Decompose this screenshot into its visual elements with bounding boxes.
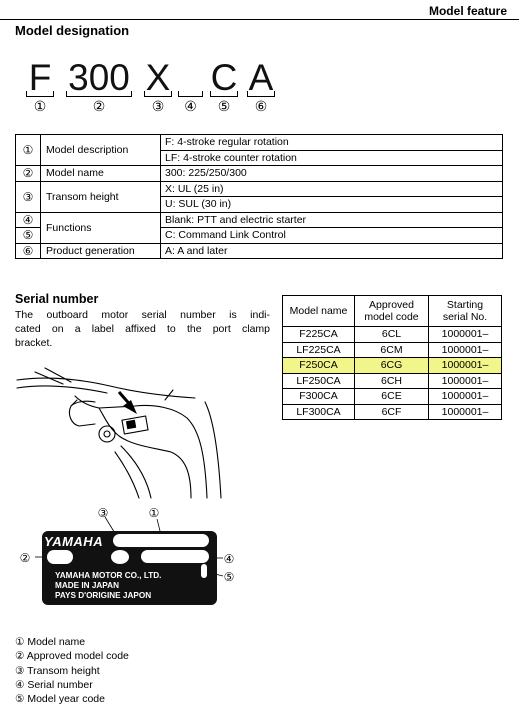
cell-model: F225CA	[283, 327, 355, 343]
row-number: ①	[16, 135, 41, 166]
designation-marker-4: ④	[184, 98, 197, 114]
designation-letter-x: X	[145, 57, 171, 98]
cell-serial: 1000001–	[429, 373, 502, 389]
plate-callout-1: ①	[148, 506, 160, 520]
cell-code: 6CM	[355, 342, 429, 358]
plate-brand-logo: YAMAHA	[44, 534, 104, 549]
plate-text-line: YAMAHA MOTOR CO., LTD.	[55, 571, 162, 580]
cell-model: F300CA	[283, 389, 355, 405]
row-item: Functions	[41, 212, 161, 243]
row-item: Transom height	[41, 181, 161, 212]
header-starting-serial	[429, 296, 502, 327]
header-section-label: Model feature	[428, 4, 507, 18]
header-line: Model name	[289, 304, 348, 317]
table-row	[16, 181, 503, 197]
row-item: Model description	[41, 135, 161, 166]
legend-item: ⑤ Model year code	[15, 693, 105, 706]
cell-serial: 1000001–	[429, 389, 502, 405]
designation-letter-c: C	[210, 57, 238, 98]
cell-model: LF225CA	[283, 342, 355, 358]
row-number: ②	[16, 166, 41, 182]
designation-bracket-4	[178, 91, 203, 97]
header-model-name	[283, 296, 355, 327]
designation-bracket-2	[66, 91, 132, 97]
serial-paragraph-line: cated on a label affixed to the port clamp	[15, 323, 270, 336]
header-rule	[0, 19, 519, 20]
row-value: Blank: PTT and electric starter	[161, 212, 503, 228]
legend-item: ① Model name	[15, 636, 86, 648]
header-approved-code	[355, 296, 429, 327]
cell-code: 6CF	[355, 404, 429, 420]
designation-letter-f: F	[28, 57, 52, 98]
designation-marker-3: ③	[151, 98, 165, 114]
cell-model: F250CA	[283, 358, 355, 374]
header-line: model code	[364, 311, 419, 323]
header-line: Approved	[369, 298, 414, 311]
legend-item: ④ Serial number	[15, 678, 93, 691]
table-row	[16, 135, 503, 151]
designation-bracket-5	[210, 91, 238, 97]
cell-serial: 1000001–	[429, 404, 502, 420]
cell-code: 6CG	[355, 358, 429, 374]
table-header-row	[283, 296, 502, 327]
serial-paragraph-line: bracket.	[15, 337, 53, 350]
cell-code: 6CL	[355, 327, 429, 343]
serial-paragraph	[15, 308, 270, 351]
legend-item: ② Approved model code	[15, 650, 129, 663]
header-line: serial No.	[442, 311, 488, 323]
designation-table	[15, 134, 503, 259]
plate-text	[55, 571, 161, 601]
table-row	[16, 243, 503, 259]
table-row	[16, 166, 503, 182]
table-row-highlighted	[283, 358, 502, 374]
designation-marker-6: ⑥	[254, 98, 268, 114]
plate-text-line: PAYS D'ORIGINE JAPON	[55, 591, 152, 600]
table-row	[283, 389, 502, 405]
plate-callout-2: ②	[19, 551, 31, 565]
cell-serial: 1000001–	[429, 327, 502, 343]
model-designation-title: Model designation	[15, 23, 130, 38]
row-value: F: 4-stroke regular rotation	[161, 135, 503, 151]
row-item: Model name	[41, 166, 161, 182]
cell-serial: 1000001–	[429, 358, 502, 374]
row-number: ⑤	[16, 228, 41, 244]
designation-bracket-1	[26, 91, 54, 97]
header-line: Starting	[446, 298, 484, 311]
table-row	[283, 327, 502, 343]
legend-list	[15, 635, 129, 706]
row-value: 300: 225/250/300	[161, 166, 503, 182]
designation-bracket-6	[247, 91, 275, 97]
designation-bracket-3	[144, 91, 172, 97]
row-number: ⑥	[16, 243, 41, 259]
clamp-bracket-illustration	[15, 362, 245, 500]
row-item: Product generation	[41, 243, 161, 259]
designation-letter-a: A	[248, 57, 274, 98]
row-value: U: SUL (30 in)	[161, 197, 503, 213]
row-value: X: UL (25 in)	[161, 181, 503, 197]
table-row	[283, 404, 502, 420]
cell-code: 6CH	[355, 373, 429, 389]
designation-letter-300: 300	[68, 57, 130, 98]
table-row	[283, 373, 502, 389]
plate-callout-5: ⑤	[223, 570, 235, 584]
designation-marker-1: ①	[33, 98, 47, 114]
row-value: LF: 4-stroke counter rotation	[161, 150, 503, 166]
cell-model: LF300CA	[283, 404, 355, 420]
legend-item: ③ Transom height	[15, 664, 100, 677]
plate-callout-4: ④	[223, 552, 235, 566]
designation-marker-5: ⑤	[217, 98, 231, 114]
row-value: A: A and later	[161, 243, 503, 259]
table-row	[16, 212, 503, 228]
cell-code: 6CE	[355, 389, 429, 405]
serial-paragraph-line: The outboard motor serial number is indi-	[15, 309, 270, 321]
plate-text-line: MADE IN JAPAN	[55, 581, 119, 590]
cell-model: LF250CA	[283, 373, 355, 389]
table-row	[283, 342, 502, 358]
row-number: ③	[16, 181, 41, 212]
row-value: C: Command Link Control	[161, 228, 503, 244]
serial-number-title: Serial number	[15, 292, 99, 306]
designation-marker-2: ②	[92, 98, 106, 114]
serial-table	[282, 295, 502, 420]
cell-serial: 1000001–	[429, 342, 502, 358]
row-number: ④	[16, 212, 41, 228]
plate-callout-3: ③	[97, 506, 109, 520]
